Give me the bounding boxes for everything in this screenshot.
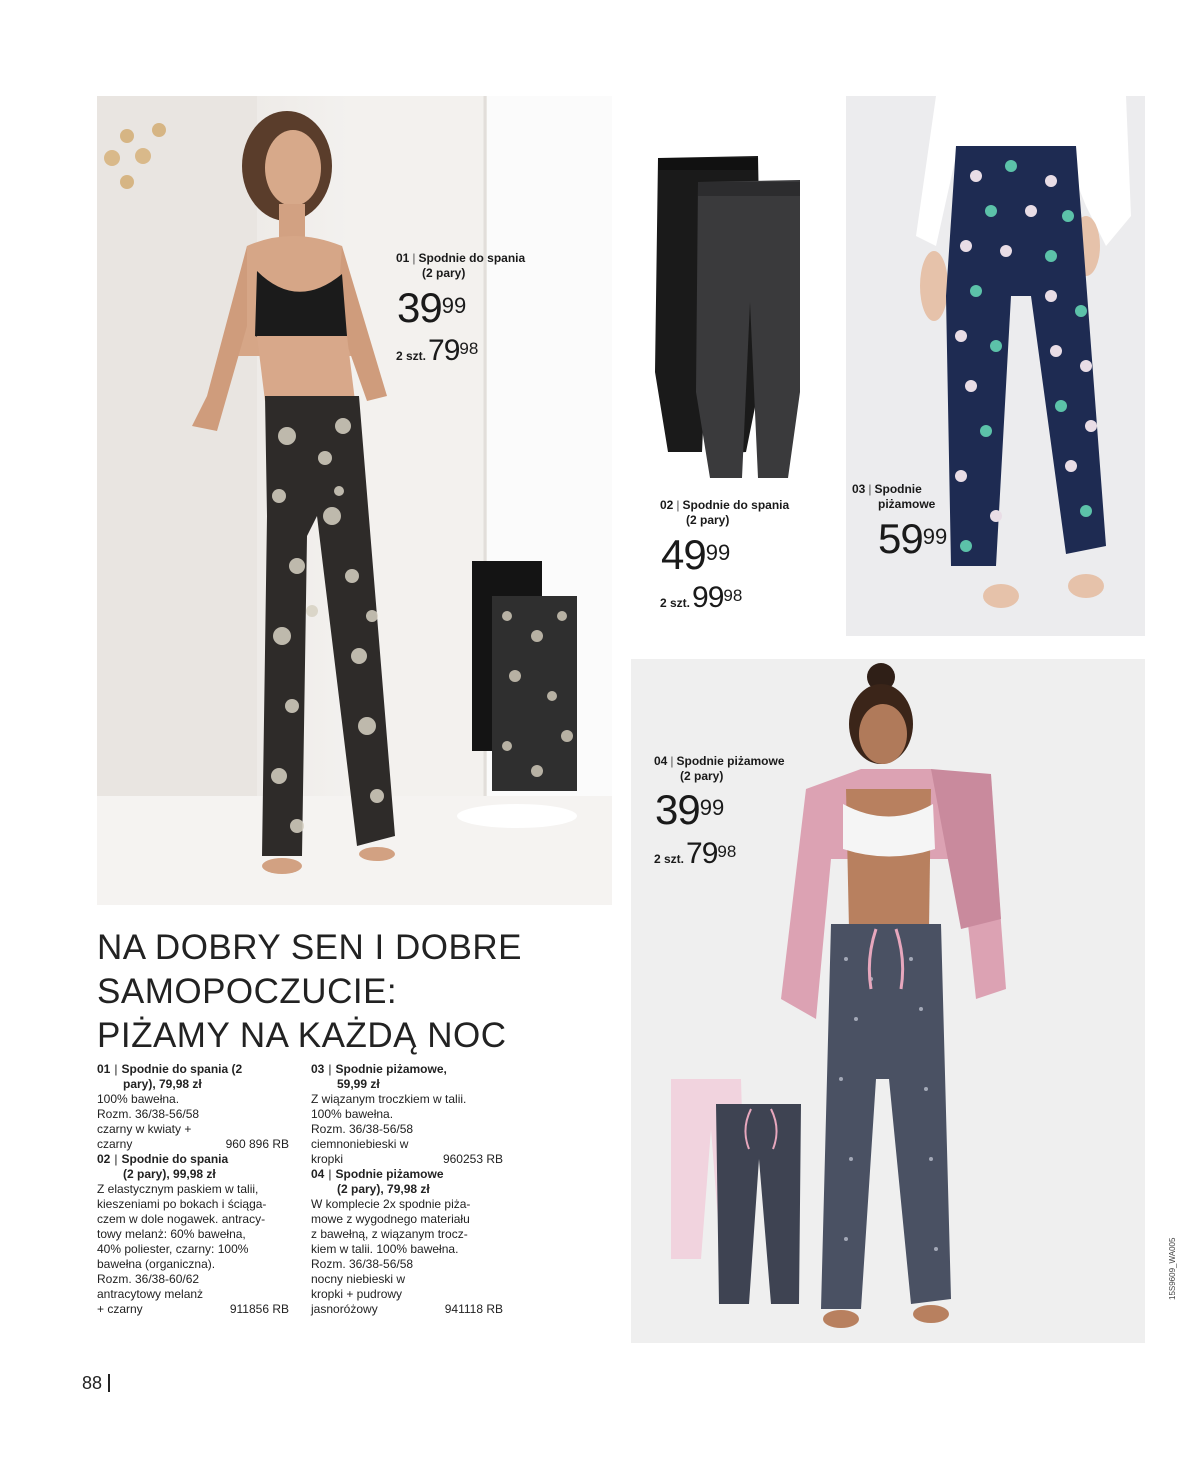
offer-01-sub: (2 pary) <box>422 266 466 280</box>
offer-01-price-main: 39 <box>397 284 442 331</box>
offer-02-multi-cents: 98 <box>723 586 743 605</box>
desc-03-last: kropki <box>311 1152 344 1166</box>
desc-04-line: z bawełną, z wiązanym trocz- <box>311 1227 468 1241</box>
offer-02-name: Spodnie do spania <box>682 498 790 512</box>
headline-line-2: SAMOPOCZUCIE: <box>97 972 398 1011</box>
offer-04-multi-price <box>654 839 736 874</box>
offer-02-number: 02 <box>660 498 674 512</box>
desc-03-code: 960253 RB <box>442 1152 503 1166</box>
offer-02-multi-label: 2 szt. <box>660 596 691 610</box>
desc-02-code: 911856 RB <box>229 1302 289 1316</box>
offer-03-price <box>878 515 948 562</box>
offer-03-price-cents: 99 <box>922 524 948 549</box>
offer-02-price-main: 49 <box>661 531 706 578</box>
desc-03-line: ciemnoniebieski w <box>311 1137 409 1151</box>
desc-03-line: 100% bawełna. <box>311 1107 394 1121</box>
desc-02-line: towy melanż: 60% bawełna, <box>97 1227 246 1241</box>
offer-04-name: Spodnie piżamowe <box>676 754 785 768</box>
offer-04-label: 04 | Spodnie piżamowe (2 pary) <box>654 754 785 783</box>
catalog-side-code: 15S9609_WA005 <box>1168 1237 1177 1300</box>
desc-03-line: Rozm. 36/38-56/58 <box>311 1122 414 1136</box>
offer-01-number: 01 <box>396 251 410 265</box>
desc-02-line: Z elastycznym paskiem w talii, <box>97 1182 259 1196</box>
desc-04-line: W komplecie 2x spodnie piża- <box>311 1197 471 1211</box>
desc-04-title: Spodnie piżamowe <box>335 1167 444 1181</box>
offer-02-multi-price <box>660 583 742 618</box>
desc-04-line: Rozm. 36/38-56/58 <box>311 1257 414 1271</box>
offer-04-price-cents: 99 <box>699 795 725 820</box>
offer-02-label: 02 | Spodnie do spania (2 pary) <box>660 498 790 527</box>
offer-02-price <box>661 531 731 578</box>
offer-01-multi-label: 2 szt. <box>396 349 427 363</box>
offer-04-price-main: 39 <box>655 786 700 833</box>
page-number: 88 <box>82 1373 103 1393</box>
desc-01-line: Rozm. 36/38-56/58 <box>97 1107 200 1121</box>
desc-01-number: 01 <box>97 1062 111 1076</box>
offer-03-sub: piżamowe <box>878 497 936 511</box>
offer-04-sub: (2 pary) <box>680 769 724 783</box>
desc-02-number: 02 <box>97 1152 111 1166</box>
headline-line-1: NA DOBRY SEN I DOBRE <box>97 928 522 967</box>
desc-02-line: bawełna (organiczna). <box>97 1257 216 1271</box>
offer-01-multi-price <box>396 336 478 371</box>
desc-01-code: 960 896 RB <box>225 1137 289 1151</box>
desc-03-line: Z wiązanym troczkiem w talii. <box>311 1092 467 1106</box>
offer-03-price-main: 59 <box>878 515 923 562</box>
desc-01-title: Spodnie do spania (2 <box>121 1062 243 1076</box>
desc-04-number: 04 <box>311 1167 325 1181</box>
desc-04-line: nocny niebieski w <box>311 1272 406 1286</box>
description-column-1 <box>97 1062 289 1317</box>
description-02: 02 | Spodnie do spania (2 pary), 99,98 zł Z elastycznym paskiem w talii, kieszeniami po bokach i ściąga- czem w dole nogawek. antracy- towy melanż: 60% bawełna, 40% poliester, czarny: 100% bawełna (organiczna). Rozm. 36/38-60/62 antracytowy melanż + czarny 911856 RB <box>97 1152 289 1316</box>
offer-04-multi-cents: 98 <box>717 842 737 861</box>
desc-03-title: Spodnie piżamowe, <box>335 1062 447 1076</box>
offer-03-name: Spodnie <box>874 482 922 496</box>
offer-04-price <box>655 786 725 833</box>
offer-01-price <box>397 284 467 331</box>
description-01: 01 | Spodnie do spania (2 pary), 79,98 zł 100% bawełna. Rozm. 36/38-56/58 czarny w kwiaty + czarny 960 896 RB <box>97 1062 289 1151</box>
desc-02-line: 40% poliester, czarny: 100% <box>97 1242 249 1256</box>
desc-02-title: Spodnie do spania <box>121 1152 229 1166</box>
offer-03-label: 03 | Spodnie piżamowe <box>852 482 936 511</box>
offer-02-price-cents: 99 <box>705 540 731 565</box>
offer-02-multi-main: 99 <box>692 581 724 614</box>
offer-04-multi-main: 79 <box>686 837 718 870</box>
offer-01-label: 01 | Spodnie do spania (2 pary) <box>396 251 526 280</box>
offer-01-price-cents: 99 <box>441 293 467 318</box>
offer-01-name: Spodnie do spania <box>418 251 526 265</box>
description-03: 03 | Spodnie piżamowe, 59,99 zł Z wiązanym troczkiem w talii. 100% bawełna. Rozm. 36/38-56/58 ciemnoniebieski w kropki 960253 RB <box>311 1062 503 1166</box>
page-number-divider <box>108 1374 110 1392</box>
headline-line-3: PIŻAMY NA KAŻDĄ NOC <box>97 1016 507 1055</box>
description-column-2 <box>311 1062 503 1317</box>
desc-04-code: 941118 RB <box>444 1302 503 1316</box>
offer-04-multi-label: 2 szt. <box>654 852 685 866</box>
product-photo-01 <box>97 96 612 905</box>
desc-04-title2: (2 pary), 79,98 zł <box>337 1182 430 1196</box>
desc-03-title2: 59,99 zł <box>337 1077 380 1091</box>
desc-01-title2: pary), 79,98 zł <box>123 1077 202 1091</box>
desc-02-last: + czarny <box>97 1302 143 1316</box>
desc-01-line: czarny w kwiaty + <box>97 1122 192 1136</box>
desc-03-number: 03 <box>311 1062 325 1076</box>
page-headline <box>97 926 617 1058</box>
desc-02-line: Rozm. 36/38-60/62 <box>97 1272 200 1286</box>
desc-04-line: mowe z wygodnego materiału <box>311 1212 470 1226</box>
desc-04-line: kropki + pudrowy <box>311 1287 403 1301</box>
offer-01-multi-cents: 98 <box>459 339 479 358</box>
offer-02-sub: (2 pary) <box>686 513 730 527</box>
offer-03-number: 03 <box>852 482 866 496</box>
desc-01-line: 100% bawełna. <box>97 1092 180 1106</box>
desc-02-title2: (2 pary), 99,98 zł <box>123 1167 216 1181</box>
description-04: 04 | Spodnie piżamowe (2 pary), 79,98 zł W komplecie 2x spodnie piża- mowe z wygodnego materiału z bawełną, z wiązanym trocz- kiem w talii. 100% bawełna. Rozm. 36/38-56/58 nocny niebieski w kropki + pudrowy jasnoróżowy 941118 RB <box>311 1167 503 1316</box>
desc-02-line: czem w dole nogawek. antracy- <box>97 1212 266 1226</box>
desc-04-line: kiem w talii. 100% bawełna. <box>311 1242 459 1256</box>
desc-04-last: jasnoróżowy <box>311 1302 378 1316</box>
offer-04-number: 04 <box>654 754 668 768</box>
desc-02-line: antracytowy melanż <box>97 1287 204 1301</box>
desc-01-last: czarny <box>97 1137 133 1151</box>
desc-02-line: kieszeniami po bokach i ściąga- <box>97 1197 267 1211</box>
product-photo-02 <box>650 152 800 482</box>
offer-01-multi-main: 79 <box>428 334 460 367</box>
